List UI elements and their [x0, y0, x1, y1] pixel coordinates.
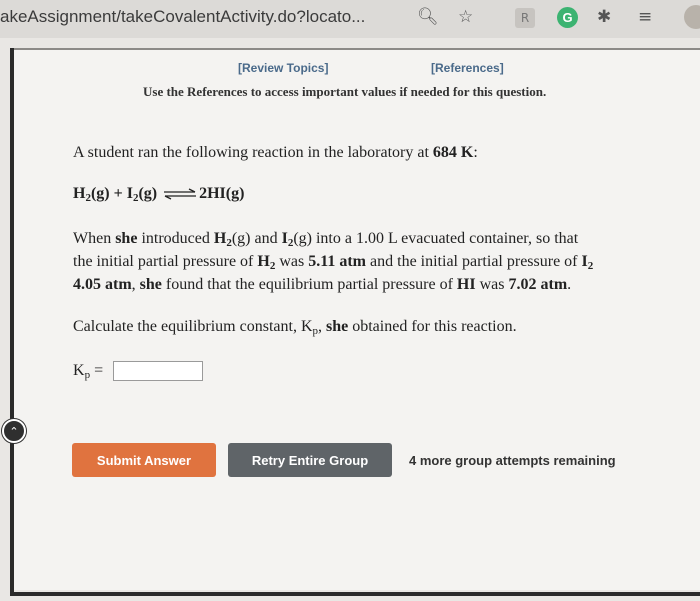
question-paragraph-line-3: 4.05 atm, she found that the equilibrium partial pressure of HI was 7.02 atm.: [73, 276, 572, 293]
collapse-toggle-icon[interactable]: ⌃: [2, 419, 26, 443]
retry-entire-group-button[interactable]: Retry Entire Group: [228, 443, 392, 477]
profile-avatar[interactable]: [684, 5, 700, 29]
attempts-remaining: 4 more group attempts remaining: [409, 453, 616, 468]
references-note: Use the References to access important values if needed for this question.: [143, 84, 547, 99]
question-paragraph-line-1: When she introduced $H_2(g)$ and $I_2(g)$ into a 1.00 L evacuated container, so that: [73, 230, 579, 249]
star-icon[interactable]: ☆: [458, 7, 474, 27]
extension-icon[interactable]: R: [515, 8, 535, 28]
reading-list-icon[interactable]: ≡: [638, 7, 653, 27]
left-divider: [10, 48, 14, 593]
references-link[interactable]: [References]: [431, 61, 504, 75]
equilibrium-arrow-icon: [163, 188, 197, 200]
question-paragraph-line-2: the initial partial pressure of $H_2$ was 5.11 atm and the initial partial pressure of $I_2$: [73, 253, 594, 272]
puzzle-icon[interactable]: ✱: [597, 7, 612, 27]
kp-label: $K_p$ =: [73, 362, 104, 381]
bottom-divider: [10, 592, 700, 596]
address-bar[interactable]: akeAssignment/takeCovalentActivity.do?locato...: [0, 7, 366, 26]
kp-answer-input[interactable]: [113, 361, 203, 381]
review-topics-link[interactable]: [Review Topics]: [238, 61, 329, 75]
zoom-icon[interactable]: 🔍︎: [417, 7, 439, 27]
reaction-equation: $H_2(g) + I_2(g)$ 2HI(g): [73, 185, 245, 204]
top-divider: [10, 48, 700, 50]
browser-toolbar: [0, 0, 700, 38]
submit-answer-button[interactable]: Submit Answer: [72, 443, 216, 477]
question-prompt: Calculate the equilibrium constant, $K_p$, she obtained for this reaction.: [73, 318, 517, 337]
question-intro: A student ran the following reaction in the laboratory at 684 K:: [73, 144, 478, 161]
grammarly-icon[interactable]: G: [557, 7, 578, 28]
